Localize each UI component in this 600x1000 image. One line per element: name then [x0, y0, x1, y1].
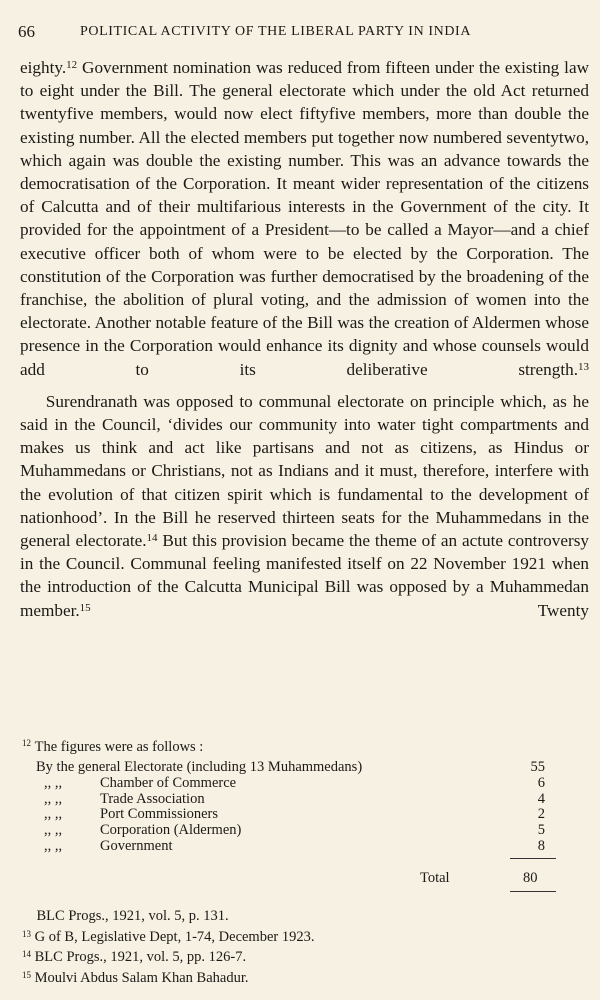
- footnote-ref-12[interactable]: 12: [66, 59, 78, 71]
- footnote-12-source: BLC Progs., 1921, vol. 5, p. 131.: [36, 908, 229, 924]
- footnote-ref-13[interactable]: 13: [578, 360, 589, 373]
- table-row: ,, ,, Chamber of Commerce 6: [44, 774, 545, 791]
- footnote-ref-15[interactable]: 15: [79, 601, 91, 614]
- table-row: ,, ,, Government 8: [44, 837, 545, 854]
- total-rule-bottom: [510, 891, 556, 892]
- total-rule-top: [510, 858, 556, 859]
- total-value: 80: [523, 870, 538, 886]
- table-row: ,, ,, Trade Association 4: [44, 790, 545, 807]
- paragraph-2: Surendranath was opposed to communal electorate on principle which, as he said in the Council, ‘divides our community into water tight compartments and makes us think and act like partisans and not as citizens, as Hindus or Muhammedans or Christians, not as Indians and it must, therefore, interfere with the evolution of that citizen spirit which is fundamental to the development of nationhood’. In the Bill he reserved thirteen seats for the Muhammedans in the general electorate.$^{14}$ But this provision became the theme of an actute controversy in the Council. Communal feeling manifested itself on 22 November 1921 when the introduction of the Calcutta Municipal Bill was opposed by a Muhammedan member.$^{15}$ Twenty: [20, 391, 589, 620]
- footnote-12-marker: 12: [22, 738, 31, 748]
- running-title: POLITICAL ACTIVITY OF THE LIBERAL PARTY IN INDIA: [80, 24, 472, 39]
- footnote-ref-14[interactable]: 14: [146, 532, 158, 545]
- table-row: By the general Electorate (including 13 Muhammedans) 55: [36, 759, 545, 775]
- page-header: [18, 22, 580, 44]
- footnote-14: $^{14}$ BLC Progs., 1921, vol. 5, pp. 126-7.: [22, 949, 247, 965]
- table-row: ,, ,, Corporation (Aldermen) 5: [44, 822, 545, 839]
- figures-table: [36, 760, 553, 855]
- footnote-15: $^{15}$ Moulvi Abdus Salam Khan Bahadur.: [22, 969, 249, 986]
- footnote-12-title: $^{12}$ The figures were as follows :: [22, 738, 204, 755]
- page-number: 66: [18, 22, 35, 41]
- body-text: [20, 56, 589, 622]
- paragraph-1: eighty.$^{12}$ Government nomination was reduced from fifteen under the existing law to eight under the Bill. The general electorate which under the old Act returned twentyfive members, would now elect fiftyfive members, more than double the existing number. All the elected members put together now numbered seventytwo, which again was double the existing number. This was an advance towards the democratisation of the Corporation. It meant wider representation of the citizens of Calcutta and of their multifarious interests in the Government of the city. It provided for the appointment of a President—to be called a Mayor—and a chief executive officer both of whom were to be elected by the Corporation. The constitution of the Corporation was further democratised by the broadening of the franchise, the abolition of plural voting, and the admission of women into the electorate. Another notable feature of the Bill was the creation of Aldermen whose presence in the Corporation would enhance its dignity and whose counsels would add to its deliberative strength.$^{13}$: [20, 58, 589, 379]
- table-row: ,, ,, Port Commissioners 2: [44, 806, 545, 823]
- total-label: Total: [420, 870, 450, 886]
- footnote-13: $^{13}$ G of B, Legislative Dept, 1-74, December 1923.: [22, 928, 315, 945]
- footnotes: [22, 906, 314, 988]
